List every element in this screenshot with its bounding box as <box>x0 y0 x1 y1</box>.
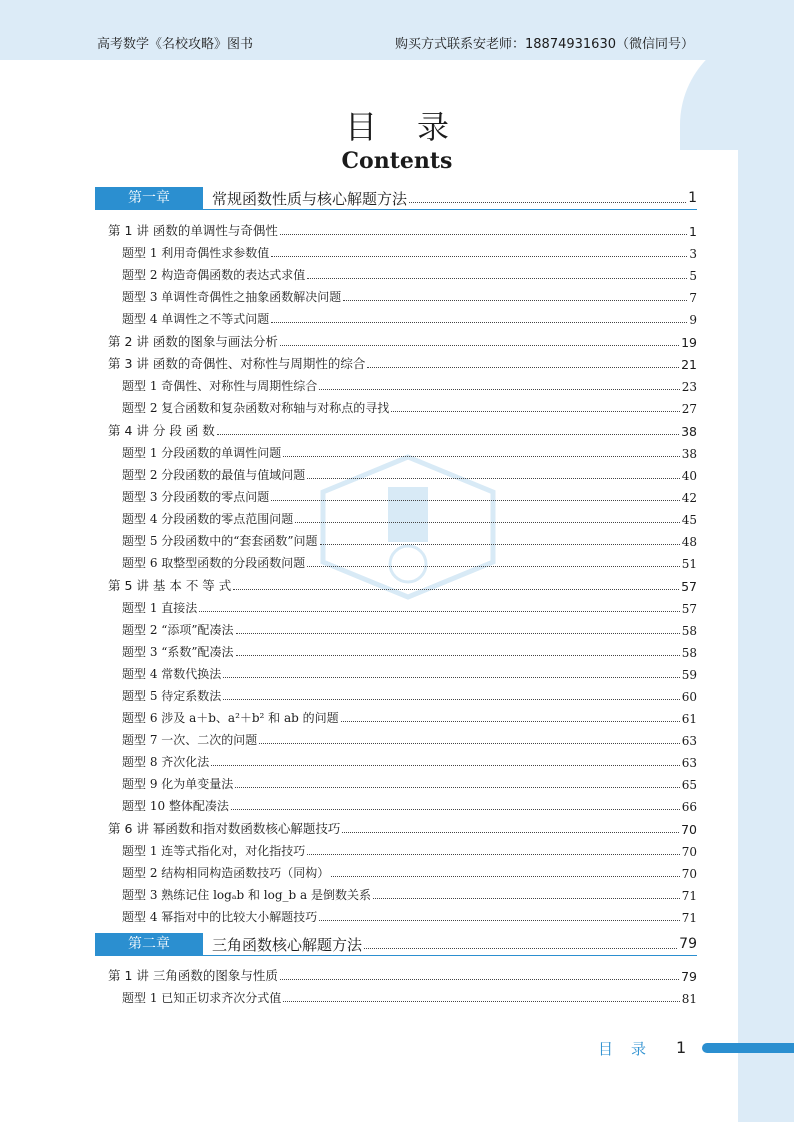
dot-leader <box>235 787 679 788</box>
toc-page-number: 58 <box>681 624 697 638</box>
toc-question-type[interactable] <box>95 305 697 327</box>
toc-entry-text: 第 5 讲 基 本 不 等 式 <box>108 578 232 593</box>
dot-leader <box>211 765 679 766</box>
dot-leader <box>271 256 687 257</box>
toc-question-type[interactable] <box>95 616 697 638</box>
toc-question-type[interactable] <box>95 549 697 571</box>
header-contact: 购买方式联系安老师：18874931630（微信同号） <box>395 37 694 52</box>
toc-page-number: 51 <box>681 557 697 571</box>
dot-leader <box>342 832 679 833</box>
dot-leader <box>223 699 679 700</box>
toc-entry-text: 题型 2 结构相同构造函数技巧（同构） <box>122 866 330 880</box>
toc-question-type[interactable] <box>95 283 697 305</box>
toc-entry-text: 第 6 讲 幂函数和指对数函数核心解题技巧 <box>108 821 341 836</box>
dot-leader <box>391 411 679 412</box>
dot-leader <box>331 876 679 877</box>
toc-question-type[interactable] <box>95 859 697 881</box>
toc-chapter[interactable] <box>95 187 697 210</box>
toc-entry-text: 题型 1 连等式指化对，对化指技巧 <box>122 844 306 858</box>
toc-entry-text: 题型 3 “系数”配凑法 <box>122 645 234 659</box>
toc-page-number: 1 <box>689 224 697 239</box>
toc-question-type[interactable] <box>95 239 697 261</box>
dot-leader <box>373 898 680 899</box>
toc-page-number: 19 <box>681 335 697 350</box>
dot-leader <box>199 611 679 612</box>
toc-page-number: 60 <box>681 690 697 704</box>
toc-entry-text: 第 1 讲 三角函数的图象与性质 <box>108 968 278 983</box>
dot-leader <box>307 566 679 567</box>
toc-question-type[interactable] <box>95 638 697 660</box>
toc-page-number: 27 <box>681 402 697 416</box>
dot-leader <box>280 234 687 235</box>
toc-entry-text: 题型 4 常数代换法 <box>122 667 222 681</box>
toc-chapter[interactable] <box>95 933 697 956</box>
dot-leader <box>319 389 679 390</box>
footer-page-number: 1 <box>676 1038 687 1057</box>
toc-entry-text: 第 4 讲 分 段 函 数 <box>108 423 215 438</box>
chapter-badge: 第一章 <box>95 187 203 209</box>
footer-bar <box>702 1043 794 1053</box>
toc-entry-text: 题型 5 待定系数法 <box>122 689 222 703</box>
toc-entry-text: 第 3 讲 函数的奇偶性、对称性与周期性的综合 <box>108 356 366 371</box>
toc-lecture[interactable] <box>95 962 697 984</box>
toc-page-number: 21 <box>681 357 697 372</box>
toc-entry-text: 第 1 讲 函数的单调性与奇偶性 <box>108 223 278 238</box>
toc-entry-text: 题型 3 单调性奇偶性之抽象函数解决问题 <box>122 290 342 304</box>
dot-leader <box>271 500 679 501</box>
toc-lecture[interactable] <box>95 217 697 239</box>
toc-entry-text: 题型 8 齐次化法 <box>122 755 210 769</box>
toc-page-number: 65 <box>681 778 697 792</box>
page-subtitle: Contents <box>341 148 453 174</box>
dot-leader <box>280 345 679 346</box>
toc-page-number: 70 <box>681 867 697 881</box>
chapter-title: 三角函数核心解题方法 <box>212 935 363 954</box>
dot-leader <box>236 633 680 634</box>
toc-page-number: 79 <box>679 936 697 952</box>
toc-entry-text: 题型 6 取整型函数的分段函数问题 <box>122 556 306 570</box>
toc-page-number: 57 <box>681 602 697 616</box>
dot-leader <box>231 809 680 810</box>
toc-question-type[interactable] <box>95 726 697 748</box>
toc-lecture[interactable] <box>95 572 697 594</box>
dot-leader <box>280 979 679 980</box>
toc-entry-text: 题型 3 分段函数的零点问题 <box>122 490 270 504</box>
dot-leader <box>236 655 680 656</box>
dot-leader <box>295 522 679 523</box>
dot-leader <box>319 920 679 921</box>
dot-leader <box>307 854 679 855</box>
toc-page-number: 79 <box>681 969 697 984</box>
toc-question-type[interactable] <box>95 594 697 616</box>
toc-entry-text: 题型 2 复合函数和复杂函数对称轴与对称点的寻找 <box>122 401 390 415</box>
toc-page-number: 42 <box>681 491 697 505</box>
header-band <box>0 0 794 60</box>
toc-page-number: 70 <box>681 845 697 859</box>
toc-question-type[interactable] <box>95 261 697 283</box>
toc-page-number: 40 <box>681 469 697 483</box>
toc-page-number: 48 <box>681 535 697 549</box>
toc-question-type[interactable] <box>95 903 697 925</box>
toc-entry-text: 题型 1 奇偶性、对称性与周期性综合 <box>122 379 318 393</box>
toc-entry-text: 题型 3 熟练记住 logₐb 和 log_b a 是倒数关系 <box>122 888 371 902</box>
toc-lecture[interactable] <box>95 815 697 837</box>
toc-entry-text: 题型 1 利用奇偶性求参数值 <box>122 246 270 260</box>
dot-leader <box>307 478 679 479</box>
toc-page-number: 1 <box>688 190 697 206</box>
toc-lecture[interactable] <box>95 417 697 439</box>
footer <box>598 1038 687 1059</box>
chapter-badge: 第二章 <box>95 933 203 955</box>
toc-entry-text: 题型 6 涉及 a＋b、a²＋b² 和 ab 的问题 <box>122 711 339 725</box>
toc-question-type[interactable] <box>95 837 697 859</box>
toc-entry-text: 题型 1 已知正切求齐次分式值 <box>122 991 282 1005</box>
toc-question-type[interactable] <box>95 770 697 792</box>
toc-entry-text: 题型 4 分段函数的零点范围问题 <box>122 512 294 526</box>
toc-page-number: 38 <box>681 424 697 439</box>
dot-leader <box>307 278 687 279</box>
dot-leader <box>320 544 680 545</box>
toc-question-type[interactable] <box>95 984 697 1006</box>
dot-leader <box>283 1001 679 1002</box>
toc-question-type[interactable] <box>95 792 697 814</box>
toc-entry-text: 题型 1 分段函数的单调性问题 <box>122 446 282 460</box>
dot-leader <box>367 367 679 368</box>
toc-page-number: 59 <box>681 668 697 682</box>
toc-question-type[interactable] <box>95 483 697 505</box>
footer-label: 目录 <box>598 1040 665 1058</box>
toc-entry-text: 题型 2 构造奇偶函数的表达式求值 <box>122 268 306 282</box>
toc-entry-text: 题型 1 直接法 <box>122 601 198 615</box>
toc-page-number: 5 <box>689 269 697 283</box>
toc-page-number: 23 <box>681 380 697 394</box>
toc-page-number: 38 <box>681 447 697 461</box>
dot-leader <box>223 677 679 678</box>
dot-leader <box>409 202 686 203</box>
toc-page-number: 70 <box>681 822 697 837</box>
toc-question-type[interactable] <box>95 461 697 483</box>
toc-entry-text: 题型 7 一次、二次的问题 <box>122 733 258 747</box>
toc-entry-text: 第 2 讲 函数的图象与画法分析 <box>108 334 278 349</box>
toc-entry-text: 题型 5 分段函数中的“套套函数”问题 <box>122 534 318 548</box>
toc-question-type[interactable] <box>95 394 697 416</box>
toc-question-type[interactable] <box>95 505 697 527</box>
toc-page-number: 66 <box>681 800 697 814</box>
toc-lecture[interactable] <box>95 350 697 372</box>
dot-leader <box>341 721 680 722</box>
dot-leader <box>364 948 677 949</box>
dot-leader <box>259 743 679 744</box>
toc-page-number: 58 <box>681 646 697 660</box>
toc-question-type[interactable] <box>95 748 697 770</box>
toc-entry-text: 题型 2 分段函数的最值与值域问题 <box>122 468 306 482</box>
right-side-band <box>738 90 794 1122</box>
toc-entry-text: 题型 2 “添项”配凑法 <box>122 623 234 637</box>
toc-question-type[interactable] <box>95 881 697 903</box>
chapter-title: 常规函数性质与核心解题方法 <box>212 189 408 208</box>
toc-page-number: 7 <box>689 291 697 305</box>
toc-entry-text: 题型 4 单调性之不等式问题 <box>122 312 270 326</box>
toc-page-number: 71 <box>681 911 697 925</box>
toc-page-number: 45 <box>681 513 697 527</box>
toc-question-type[interactable] <box>95 660 697 682</box>
page-title: 目录 <box>344 108 489 146</box>
toc-page-number: 81 <box>681 992 697 1006</box>
toc-entry-text: 题型 10 整体配凑法 <box>122 799 229 813</box>
toc-question-type[interactable] <box>95 704 697 726</box>
toc-page-number: 61 <box>681 712 697 726</box>
toc-page-number: 63 <box>681 756 697 770</box>
toc-lecture[interactable] <box>95 328 697 350</box>
dot-leader <box>283 456 679 457</box>
toc-question-type[interactable] <box>95 439 697 461</box>
header-book-title: 高考数学《名校攻略》图书 <box>97 37 254 52</box>
toc-page-number: 63 <box>681 734 697 748</box>
toc-entry-text: 题型 9 化为单变量法 <box>122 777 234 791</box>
toc-question-type[interactable] <box>95 682 697 704</box>
toc-page-number: 71 <box>681 889 697 903</box>
toc-entry-text: 题型 4 幂指对中的比较大小解题技巧 <box>122 910 318 924</box>
dot-leader <box>233 589 679 590</box>
toc-page-number: 3 <box>689 247 697 261</box>
toc-page-number: 57 <box>681 579 697 594</box>
dot-leader <box>343 300 687 301</box>
toc-page-number: 9 <box>689 313 697 327</box>
dot-leader <box>217 434 679 435</box>
toc-question-type[interactable] <box>95 372 697 394</box>
dot-leader <box>271 322 687 323</box>
toc-question-type[interactable] <box>95 527 697 549</box>
